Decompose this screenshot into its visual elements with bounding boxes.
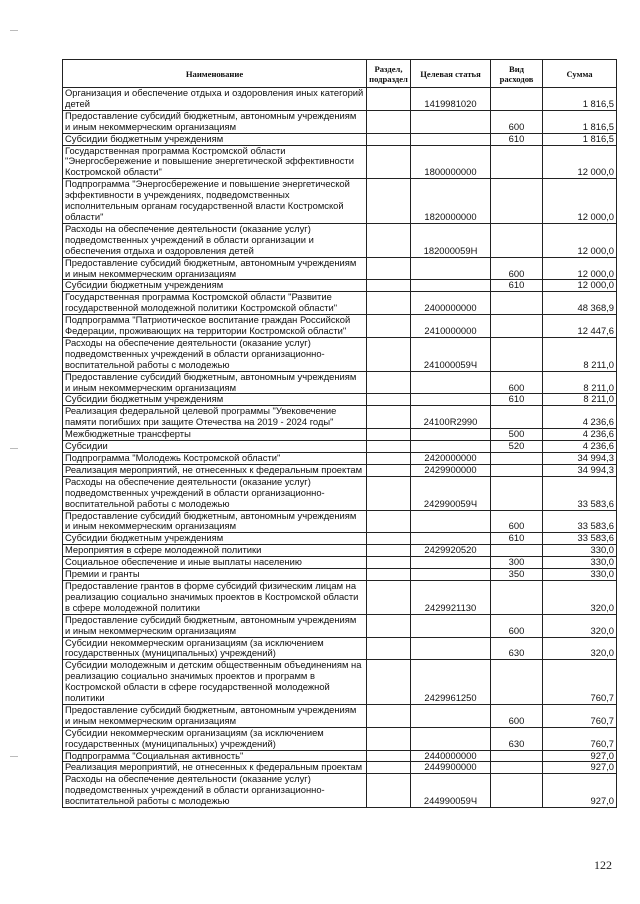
header-name: Наименование bbox=[63, 60, 367, 88]
cell-name: Предоставление субсидий бюджетным, автономным учреждениям и иным некоммерческим организациям bbox=[63, 110, 367, 133]
cell-type: 610 bbox=[491, 533, 543, 545]
table-row bbox=[63, 280, 617, 292]
table-row bbox=[63, 110, 617, 133]
cell-name: Организация и обеспечение отдыха и оздоровления иных категорий детей bbox=[63, 88, 367, 111]
header-section: Раздел, подраздел bbox=[367, 60, 411, 88]
cell-sum: 34 994,3 bbox=[543, 464, 617, 476]
cell-type bbox=[491, 315, 543, 338]
table-row bbox=[63, 145, 617, 179]
cell-type bbox=[491, 406, 543, 429]
cell-name: Расходы на обеспечение деятельности (оказание услуг) подведомственных учреждений в области организационно-воспитательной работы с молодежью bbox=[63, 476, 367, 510]
cell-article bbox=[411, 280, 491, 292]
cell-article bbox=[411, 441, 491, 453]
cell-name: Расходы на обеспечение деятельности (оказание услуг) подведомственных учреждений в области организации и обеспечения отдыха и оздоровления детей bbox=[63, 223, 367, 257]
cell-sum: 12 000,0 bbox=[543, 280, 617, 292]
cell-section bbox=[367, 406, 411, 429]
cell-type: 610 bbox=[491, 133, 543, 145]
cell-article: 2420000000 bbox=[411, 453, 491, 465]
cell-type: 500 bbox=[491, 429, 543, 441]
cell-sum: 8 211,0 bbox=[543, 371, 617, 394]
cell-article: 2429900000 bbox=[411, 464, 491, 476]
table-row bbox=[63, 533, 617, 545]
cell-section bbox=[367, 533, 411, 545]
table-row bbox=[63, 545, 617, 557]
cell-section bbox=[367, 145, 411, 179]
cell-section bbox=[367, 280, 411, 292]
header-article: Целевая статья bbox=[411, 60, 491, 88]
table-header-row bbox=[63, 60, 617, 88]
cell-type: 630 bbox=[491, 637, 543, 660]
cell-article bbox=[411, 569, 491, 581]
cell-article: 2429920520 bbox=[411, 545, 491, 557]
table-body bbox=[63, 88, 617, 808]
cell-section bbox=[367, 727, 411, 750]
cell-sum: 927,0 bbox=[543, 774, 617, 808]
cell-name: Реализация мероприятий, не отнесенных к федеральным проектам bbox=[63, 762, 367, 774]
cell-sum: 12 000,0 bbox=[543, 223, 617, 257]
cell-type bbox=[491, 476, 543, 510]
cell-sum: 927,0 bbox=[543, 750, 617, 762]
cell-section bbox=[367, 292, 411, 315]
cell-section bbox=[367, 223, 411, 257]
cell-section bbox=[367, 110, 411, 133]
cell-section bbox=[367, 257, 411, 280]
cell-section bbox=[367, 429, 411, 441]
cell-section bbox=[367, 660, 411, 705]
cell-type: 610 bbox=[491, 394, 543, 406]
budget-table bbox=[62, 59, 617, 808]
cell-type: 600 bbox=[491, 110, 543, 133]
cell-name: Государственная программа Костромской области "Развитие государственной молодежной политики Костромской области" bbox=[63, 292, 367, 315]
cell-type bbox=[491, 88, 543, 111]
cell-type bbox=[491, 464, 543, 476]
table-row bbox=[63, 441, 617, 453]
cell-sum: 33 583,6 bbox=[543, 533, 617, 545]
header-type: Вид расходов bbox=[491, 60, 543, 88]
cell-sum: 33 583,6 bbox=[543, 510, 617, 533]
cell-sum: 1 816,5 bbox=[543, 110, 617, 133]
cell-type: 350 bbox=[491, 569, 543, 581]
cell-name: Предоставление субсидий бюджетным, автономным учреждениям и иным некоммерческим организациям bbox=[63, 371, 367, 394]
table-row bbox=[63, 557, 617, 569]
cell-type bbox=[491, 750, 543, 762]
table-row bbox=[63, 394, 617, 406]
table-row bbox=[63, 704, 617, 727]
cell-type: 300 bbox=[491, 557, 543, 569]
cell-sum: 12 000,0 bbox=[543, 257, 617, 280]
cell-sum: 330,0 bbox=[543, 569, 617, 581]
cell-section bbox=[367, 133, 411, 145]
cell-name: Подпрограмма "Патриотическое воспитание граждан Российской Федерации, проживающих на территории Костромской области" bbox=[63, 315, 367, 338]
cell-article: 244990059Ч bbox=[411, 774, 491, 808]
table-row bbox=[63, 727, 617, 750]
cell-article bbox=[411, 557, 491, 569]
cell-name: Подпрограмма "Молодежь Костромской области" bbox=[63, 453, 367, 465]
cell-section bbox=[367, 179, 411, 224]
cell-section bbox=[367, 614, 411, 637]
cell-article: 2429961250 bbox=[411, 660, 491, 705]
cell-sum: 330,0 bbox=[543, 557, 617, 569]
cell-type bbox=[491, 453, 543, 465]
cell-name: Реализация мероприятий, не отнесенных к федеральным проектам bbox=[63, 464, 367, 476]
cell-name: Расходы на обеспечение деятельности (оказание услуг) подведомственных учреждений в области организационно-воспитательной работы с молодежью bbox=[63, 337, 367, 371]
table-row bbox=[63, 774, 617, 808]
table-row bbox=[63, 179, 617, 224]
cell-type: 600 bbox=[491, 371, 543, 394]
cell-name: Субсидии некоммерческим организациям (за исключением государственных (муниципальных) учреждений) bbox=[63, 637, 367, 660]
cell-name: Реализация федеральной целевой программы "Увековечение памяти погибших при защите Отечества на 2019 - 2024 годы" bbox=[63, 406, 367, 429]
cell-sum: 760,7 bbox=[543, 704, 617, 727]
cell-name: Предоставление грантов в форме субсидий физическим лицам на реализацию социально значимых проектов в Костромской области в сфере молодежной политики bbox=[63, 580, 367, 614]
cell-name: Премии и гранты bbox=[63, 569, 367, 581]
cell-name: Субсидии некоммерческим организациям (за исключением государственных (муниципальных) учреждений) bbox=[63, 727, 367, 750]
cell-type bbox=[491, 762, 543, 774]
table-row bbox=[63, 406, 617, 429]
scan-edge-mark bbox=[10, 756, 18, 757]
cell-article: 2410000000 bbox=[411, 315, 491, 338]
table-row bbox=[63, 315, 617, 338]
cell-sum: 760,7 bbox=[543, 660, 617, 705]
cell-article bbox=[411, 429, 491, 441]
cell-section bbox=[367, 441, 411, 453]
cell-section bbox=[367, 510, 411, 533]
cell-article bbox=[411, 533, 491, 545]
page-number: 122 bbox=[594, 858, 612, 872]
cell-section bbox=[367, 704, 411, 727]
table-row bbox=[63, 510, 617, 533]
cell-name: Подпрограмма "Энергосбережение и повышение энергетической эффективности в учреждениях, подведомственных исполнительным органам государственной власти Костромской области" bbox=[63, 179, 367, 224]
table-row bbox=[63, 637, 617, 660]
cell-type bbox=[491, 580, 543, 614]
cell-name: Предоставление субсидий бюджетным, автономным учреждениям и иным некоммерческим организациям bbox=[63, 510, 367, 533]
table-row bbox=[63, 371, 617, 394]
cell-sum: 8 211,0 bbox=[543, 337, 617, 371]
cell-type: 610 bbox=[491, 280, 543, 292]
cell-article: 2440000000 bbox=[411, 750, 491, 762]
table-row bbox=[63, 88, 617, 111]
cell-sum: 8 211,0 bbox=[543, 394, 617, 406]
cell-name: Социальное обеспечение и иные выплаты населению bbox=[63, 557, 367, 569]
cell-type bbox=[491, 660, 543, 705]
table-row bbox=[63, 569, 617, 581]
cell-section bbox=[367, 453, 411, 465]
cell-article: 2449900000 bbox=[411, 762, 491, 774]
cell-section bbox=[367, 476, 411, 510]
cell-article bbox=[411, 510, 491, 533]
cell-sum: 320,0 bbox=[543, 614, 617, 637]
cell-type: 600 bbox=[491, 257, 543, 280]
cell-section bbox=[367, 580, 411, 614]
cell-article: 182000059Н bbox=[411, 223, 491, 257]
scan-edge-mark bbox=[10, 448, 18, 449]
cell-article bbox=[411, 257, 491, 280]
cell-article: 241000059Ч bbox=[411, 337, 491, 371]
cell-article: 1820000000 bbox=[411, 179, 491, 224]
cell-name: Субсидии бюджетным учреждениям bbox=[63, 533, 367, 545]
cell-sum: 927,0 bbox=[543, 762, 617, 774]
table-row bbox=[63, 580, 617, 614]
cell-section bbox=[367, 315, 411, 338]
cell-sum: 4 236,6 bbox=[543, 429, 617, 441]
table-row bbox=[63, 750, 617, 762]
table-row bbox=[63, 337, 617, 371]
cell-section bbox=[367, 774, 411, 808]
cell-type: 630 bbox=[491, 727, 543, 750]
cell-type bbox=[491, 774, 543, 808]
table-row bbox=[63, 257, 617, 280]
cell-name: Межбюджетные трансферты bbox=[63, 429, 367, 441]
cell-sum: 12 000,0 bbox=[543, 179, 617, 224]
cell-section bbox=[367, 762, 411, 774]
cell-section bbox=[367, 750, 411, 762]
cell-article bbox=[411, 614, 491, 637]
cell-section bbox=[367, 637, 411, 660]
cell-article bbox=[411, 371, 491, 394]
cell-name: Субсидии bbox=[63, 441, 367, 453]
cell-article bbox=[411, 637, 491, 660]
cell-sum: 320,0 bbox=[543, 637, 617, 660]
cell-name: Подпрограмма "Социальная активность" bbox=[63, 750, 367, 762]
table-row bbox=[63, 614, 617, 637]
cell-section bbox=[367, 337, 411, 371]
cell-article: 1800000000 bbox=[411, 145, 491, 179]
cell-article: 24100R2990 bbox=[411, 406, 491, 429]
cell-section bbox=[367, 557, 411, 569]
cell-sum: 330,0 bbox=[543, 545, 617, 557]
cell-name: Субсидии бюджетным учреждениям bbox=[63, 394, 367, 406]
cell-sum: 760,7 bbox=[543, 727, 617, 750]
cell-article bbox=[411, 704, 491, 727]
cell-sum: 320,0 bbox=[543, 580, 617, 614]
cell-type bbox=[491, 223, 543, 257]
cell-type: 600 bbox=[491, 704, 543, 727]
table-row bbox=[63, 660, 617, 705]
cell-sum: 34 994,3 bbox=[543, 453, 617, 465]
cell-sum: 1 816,5 bbox=[543, 88, 617, 111]
table-row bbox=[63, 429, 617, 441]
cell-article: 242990059Ч bbox=[411, 476, 491, 510]
cell-section bbox=[367, 88, 411, 111]
cell-type: 520 bbox=[491, 441, 543, 453]
cell-section bbox=[367, 545, 411, 557]
cell-article bbox=[411, 133, 491, 145]
cell-name: Предоставление субсидий бюджетным, автономным учреждениям и иным некоммерческим организациям bbox=[63, 257, 367, 280]
cell-type bbox=[491, 145, 543, 179]
cell-sum: 12 000,0 bbox=[543, 145, 617, 179]
table-row bbox=[63, 453, 617, 465]
cell-name: Предоставление субсидий бюджетным, автономным учреждениям и иным некоммерческим организациям bbox=[63, 614, 367, 637]
cell-article: 2400000000 bbox=[411, 292, 491, 315]
cell-section bbox=[367, 464, 411, 476]
cell-name: Субсидии молодежным и детским общественным объединениям на реализацию социально значимых проектов и программ в Костромской области в сфере государственной молодежной политики bbox=[63, 660, 367, 705]
cell-type bbox=[491, 545, 543, 557]
header-sum: Сумма bbox=[543, 60, 617, 88]
cell-section bbox=[367, 569, 411, 581]
cell-type bbox=[491, 179, 543, 224]
table-row bbox=[63, 762, 617, 774]
cell-sum: 1 816,5 bbox=[543, 133, 617, 145]
cell-name: Мероприятия в сфере молодежной политики bbox=[63, 545, 367, 557]
cell-name: Предоставление субсидий бюджетным, автономным учреждениям и иным некоммерческим организациям bbox=[63, 704, 367, 727]
cell-type bbox=[491, 337, 543, 371]
cell-type: 600 bbox=[491, 510, 543, 533]
cell-name: Субсидии бюджетным учреждениям bbox=[63, 280, 367, 292]
cell-sum: 4 236,6 bbox=[543, 441, 617, 453]
cell-name: Государственная программа Костромской области "Энергосбережение и повышение энергетической эффективности Костромской области" bbox=[63, 145, 367, 179]
table-row bbox=[63, 464, 617, 476]
cell-section bbox=[367, 371, 411, 394]
cell-sum: 48 368,9 bbox=[543, 292, 617, 315]
cell-article: 1419981020 bbox=[411, 88, 491, 111]
cell-sum: 33 583,6 bbox=[543, 476, 617, 510]
cell-article: 2429921130 bbox=[411, 580, 491, 614]
cell-sum: 4 236,6 bbox=[543, 406, 617, 429]
cell-article bbox=[411, 727, 491, 750]
cell-name: Субсидии бюджетным учреждениям bbox=[63, 133, 367, 145]
cell-type: 600 bbox=[491, 614, 543, 637]
cell-article bbox=[411, 394, 491, 406]
cell-type bbox=[491, 292, 543, 315]
table-row bbox=[63, 223, 617, 257]
cell-article bbox=[411, 110, 491, 133]
table-row bbox=[63, 476, 617, 510]
scan-edge-mark bbox=[10, 30, 18, 31]
table-row bbox=[63, 292, 617, 315]
table-row bbox=[63, 133, 617, 145]
cell-sum: 12 447,6 bbox=[543, 315, 617, 338]
cell-section bbox=[367, 394, 411, 406]
cell-name: Расходы на обеспечение деятельности (оказание услуг) подведомственных учреждений в области организационно-воспитательной работы с молодежью bbox=[63, 774, 367, 808]
